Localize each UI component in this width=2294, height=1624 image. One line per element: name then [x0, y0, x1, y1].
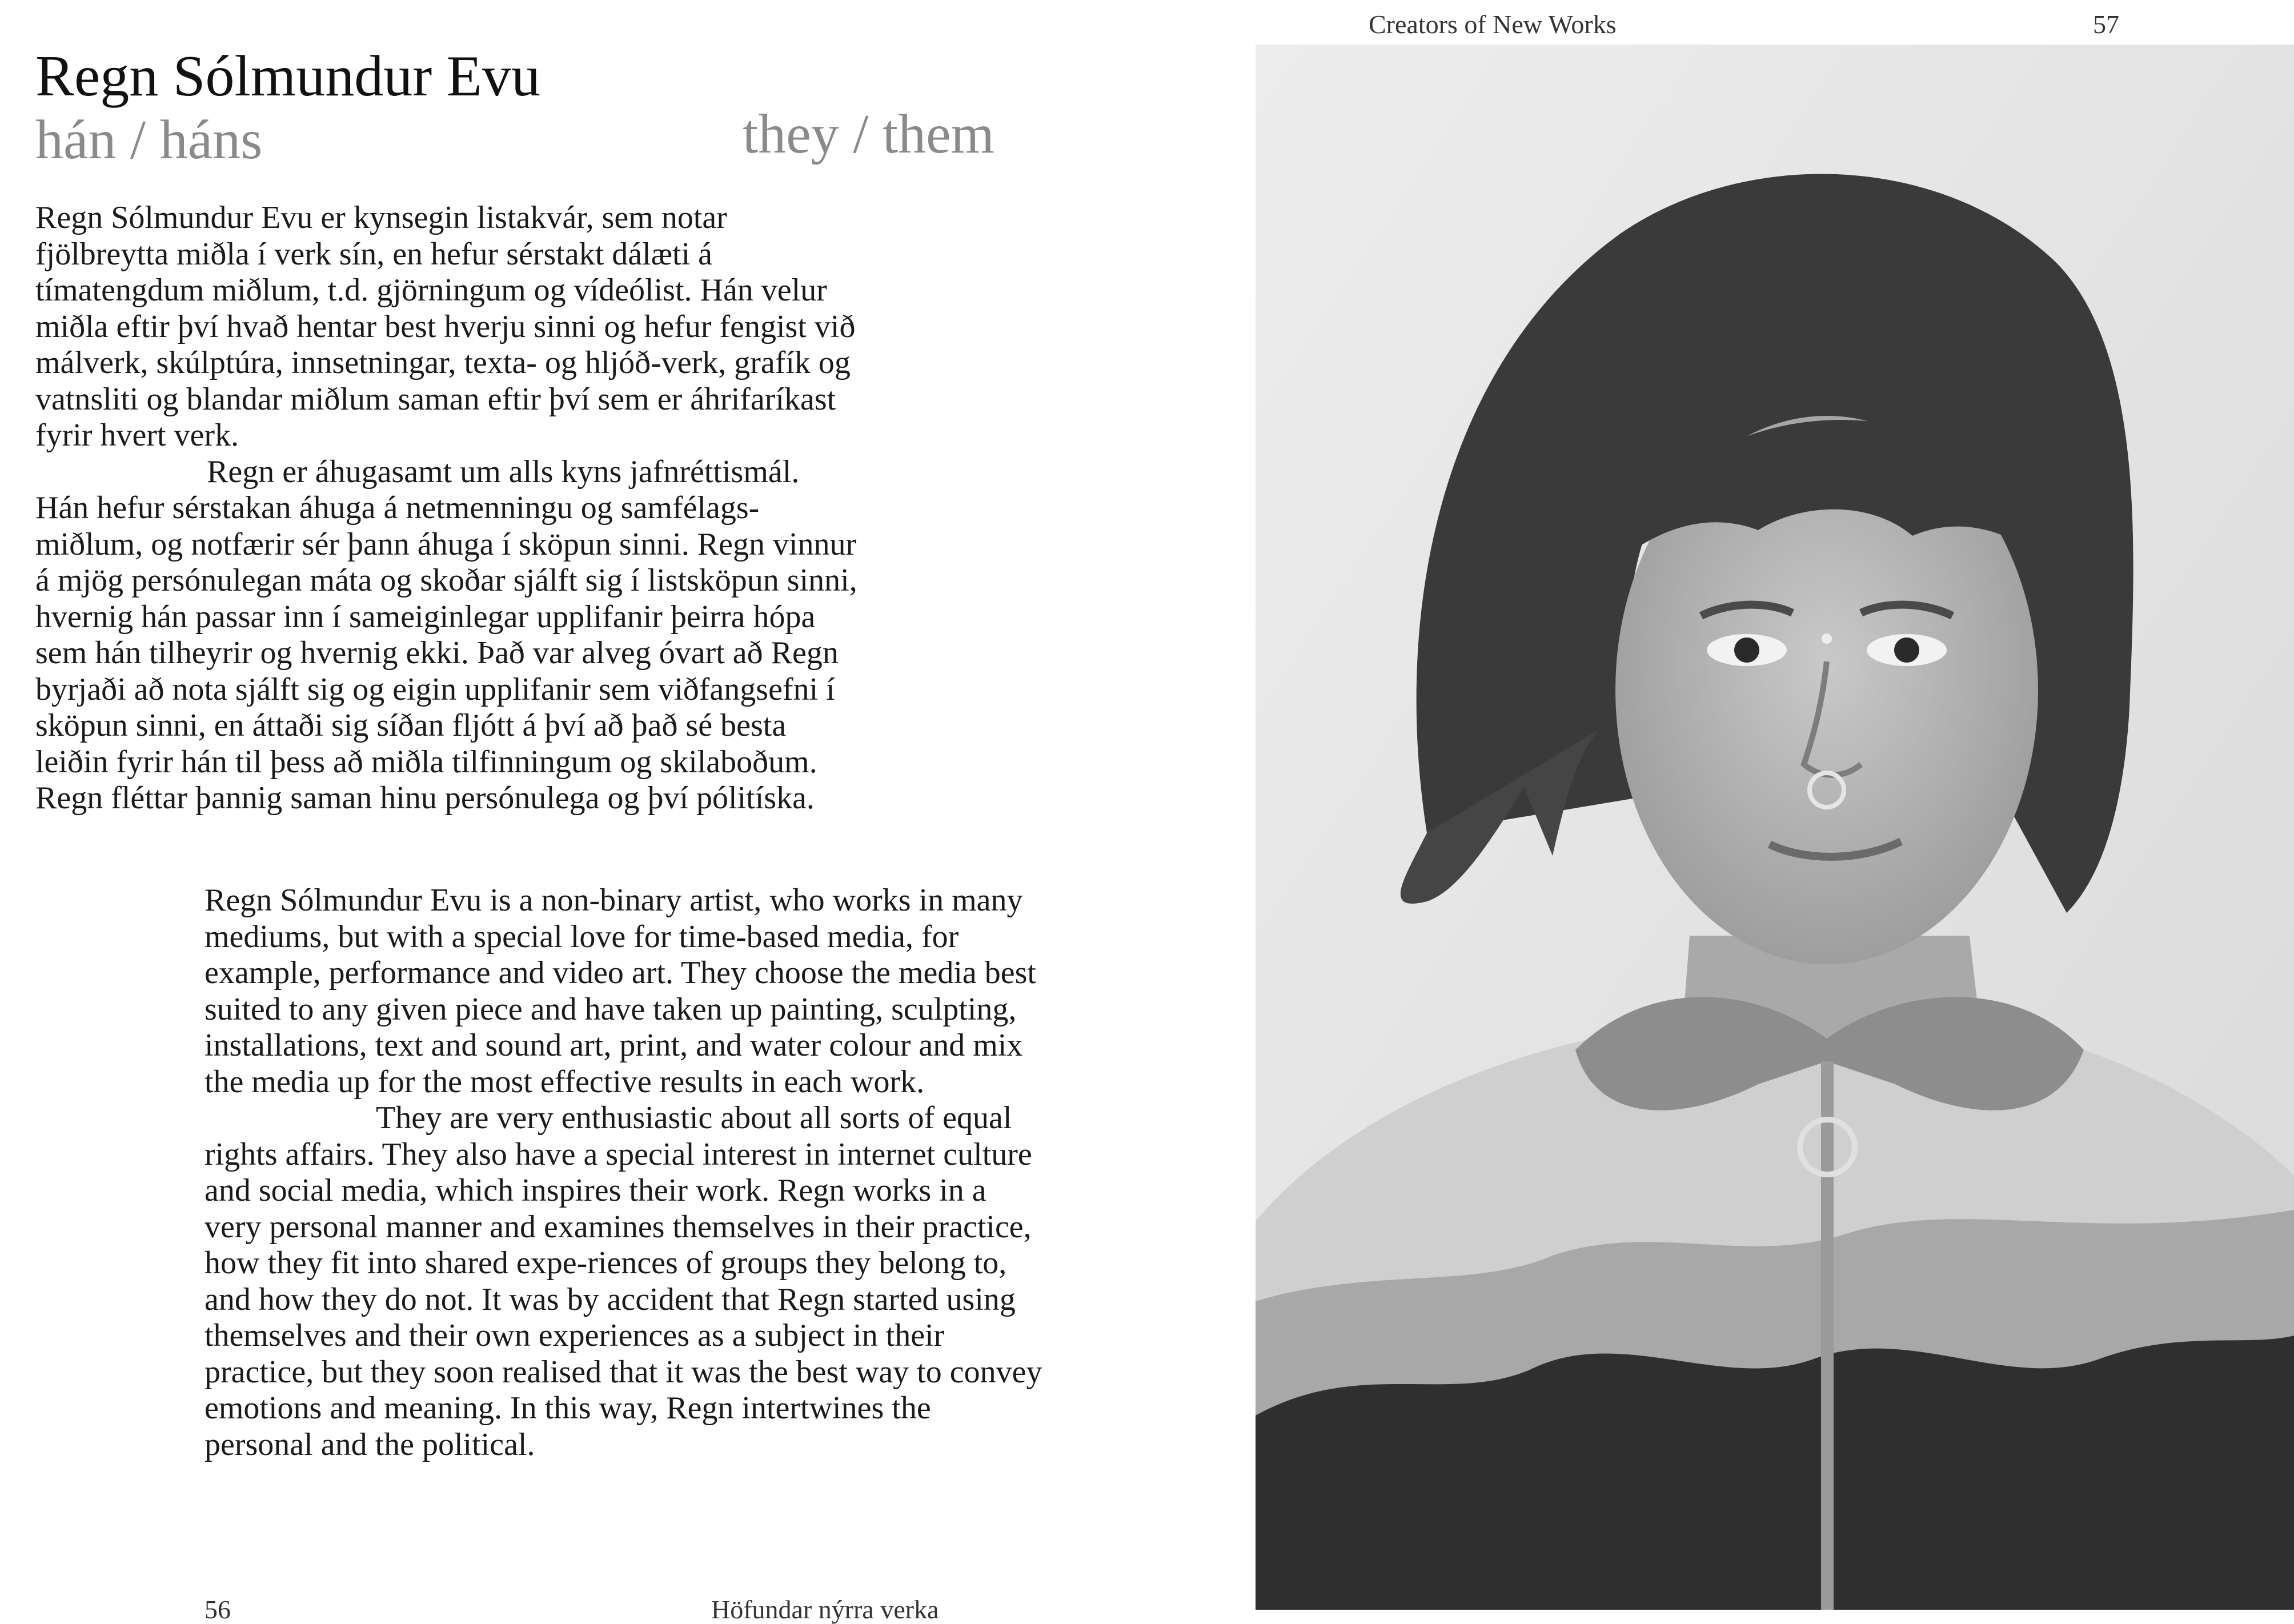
- english-paragraph-2: They are very enthusiastic about all sorts of equal rights affairs. They also have a special interest in internet culture and social media, which inspires their work. Regn works in a very personal manner and examines themselves in their practice, how they fit into shared expe-riences of groups they belong to, and how they do not. It was by accident that Regn started using themselves and their own experiences as a subject in their practice, but they soon realised that it was the best way to convey emotions and meaning. In this way, Regn intertwines the personal and the political.: [204, 1100, 1042, 1462]
- icelandic-paragraph-1: Regn Sólmundur Evu er kynsegin listakvár, sem notar fjölbreytta miðla í verk sín, en hefur sérstakt dálæti á tímatengdum miðlum, t.d. gjörningum og vídeólist. Hán velur miðla eftir því hvað hentar best hverju sinni og hefur fengist við málverk, skúlptúra, innsetningar, texta- og hljóð-verk, grafík og vatnsliti og blandar miðlum saman eftir því sem er áhrifaríkast fyrir hvert verk.: [35, 200, 856, 453]
- portrait-photo: [1256, 45, 2294, 1610]
- portrait-illustration: [1256, 45, 2294, 1610]
- running-head-left: Höfundar nýrra verka: [711, 1595, 939, 1624]
- icelandic-paragraph-2: Regn er áhugasamt um alls kyns jafnréttismál. Hán hefur sérstakan áhuga á netmenningu og samfélags-miðlum, og notfærir sér þann áhuga í sköpun sinni. Regn vinnur á mjög persónulegan máta og skoðar sjálft sig í listsköpun sinni, hvernig hán passar inn í sameiginlegar upplifanir þeirra hópa sem hán tilheyrir og hvernig ekki. Það var alveg óvart að Regn byrjaði að nota sjálft sig og eigin upplifanir sem viðfangsefni í sköpun sinni, en áttaði sig síðan fljótt á því að það sé besta leiðin fyrir hán til þess að miðla tilfinningum og skilaboðum. Regn fléttar þannig saman hinu persónulega og því pólitíska.: [35, 454, 857, 816]
- right-page: [1147, 0, 2294, 1619]
- bridge-piercing: [1822, 633, 1832, 644]
- pronouns-english: they / them: [743, 103, 994, 165]
- zipper: [1821, 1061, 1834, 1610]
- english-paragraph-1: Regn Sólmundur Evu is a non-binary artist, who works in many mediums, but with a special love for time-based media, for example, performance and video art. They choose the media best suited to any given piece and have taken up painting, sculpting, installations, text and sound art, print, and water colour and mix the media up for the most effective results in each work.: [204, 883, 1036, 1100]
- running-head-right: Creators of New Works: [1369, 10, 1617, 39]
- page-number-right: 57: [2093, 10, 2119, 39]
- page-number-left: 56: [204, 1595, 231, 1624]
- english-biography: [204, 883, 1044, 1463]
- icelandic-biography: [35, 200, 858, 817]
- pronouns-icelandic: hán / háns: [35, 109, 263, 171]
- artist-name-title: Regn Sólmundur Evu: [35, 44, 540, 109]
